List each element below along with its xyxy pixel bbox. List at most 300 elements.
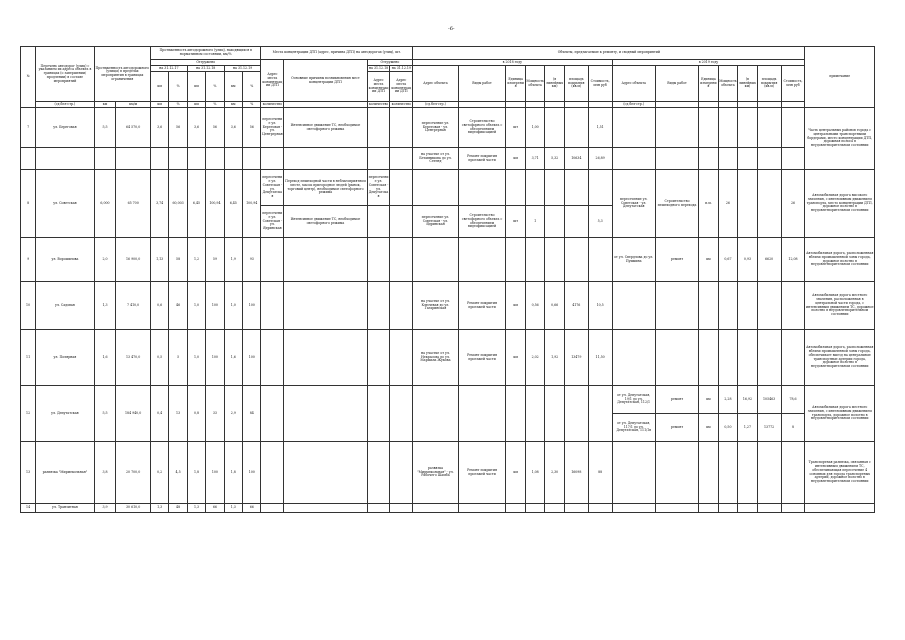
row-conc-c3 xyxy=(390,206,413,238)
row-sq: 10634 xyxy=(564,148,588,170)
row-sq: 16098 xyxy=(564,442,588,504)
row-p1: 5 xyxy=(169,330,187,386)
header-note: примечание xyxy=(805,47,875,108)
row-c2: 0,8 xyxy=(187,386,205,442)
row-p1: 13 xyxy=(169,386,187,442)
row-c1: 0,5 xyxy=(150,330,168,386)
header-unit-row-km1: км xyxy=(150,102,168,108)
page-number: -6- xyxy=(448,26,455,32)
row-y2-cost: 12,08 xyxy=(781,238,805,282)
row-y2-power: 0,50 xyxy=(718,414,738,442)
row-c3: 1,3 xyxy=(224,504,242,513)
row-len-km: 3,9 xyxy=(94,504,116,513)
row-y2-sq: 6620 xyxy=(757,238,781,282)
header-pct-2: % xyxy=(206,72,224,102)
row-street: ул. Транзитная xyxy=(36,504,95,513)
header-incl: Отгружено xyxy=(150,60,261,66)
row-len-m: 64 570,0 xyxy=(116,108,151,148)
row-p3: 56 xyxy=(243,108,261,148)
row-obj-addr: на участке от ул. Бетавникова до ул. Сетенд xyxy=(413,148,459,170)
row-y2-unit xyxy=(699,330,719,386)
row-unit xyxy=(506,238,526,282)
row-c1: 0,4 xyxy=(150,386,168,442)
row-conc-c2 xyxy=(367,386,390,442)
row-sq xyxy=(564,108,588,148)
row-y2-work: ремонт xyxy=(655,238,698,282)
row-y2-cost xyxy=(781,330,805,386)
row-area xyxy=(545,206,565,238)
table-row xyxy=(21,504,875,513)
row-c1: 1,13 xyxy=(150,238,168,282)
row-unit xyxy=(506,386,526,442)
row-y2-unit xyxy=(699,108,719,148)
row-len-m: 65 700 xyxy=(116,170,151,238)
row-work: Ремонт покрытия проезжей части xyxy=(458,282,506,330)
table-row xyxy=(21,330,875,386)
row-y2-sq xyxy=(757,170,781,238)
header-activities: Объекты, предлагаемые к ремонту, и сводный мероприятий xyxy=(413,47,805,60)
row-conc-c2 xyxy=(367,148,390,170)
row-sq xyxy=(564,206,588,238)
row-work xyxy=(458,386,506,442)
row-area: 0,66 xyxy=(545,282,565,330)
table-row xyxy=(21,386,875,414)
row-note: Автомобильная дорога местного значения, расположенная в центральной части города, с интенсивным движением ТС, дорожное полотно в неудовлетворительном состоянии xyxy=(805,282,875,330)
row-cost: 1,51 xyxy=(588,108,612,148)
row-cost: 5,3 xyxy=(588,206,612,238)
row-y2-sq xyxy=(757,148,781,170)
row-conc-cause: Переход пешеходной части в неблагоприятном месте, масок пригородное людей (рынок, торговый центр), необходимое светофорного режима xyxy=(284,170,367,206)
row-conc-c3 xyxy=(390,442,413,504)
header-unit-row-addr: (сд.бел-стр.) xyxy=(413,102,459,108)
row-len-km: 5,5 xyxy=(94,386,116,442)
row-y2-sq xyxy=(757,282,781,330)
row-area xyxy=(545,108,565,148)
header-year1: в 2018 году xyxy=(413,60,612,66)
row-street xyxy=(36,148,95,170)
row-y2-work xyxy=(655,442,698,504)
row-note: Автомобильная дорога местного значения, с интенсивным движением транспорта, дорожное полотно в неудовлетворительном состоянии xyxy=(805,386,875,442)
row-conc-c3 xyxy=(390,170,413,206)
row-y2-unit: км xyxy=(699,414,719,442)
row-cost xyxy=(588,386,612,442)
row-conc-cause: Интенсивное движение ТС, необходимое светофорного режима xyxy=(284,206,367,238)
row-c3: 2,9 xyxy=(224,386,242,442)
row-area: 5,32 xyxy=(545,148,565,170)
header-conc-incl: Отгружено xyxy=(367,60,413,66)
row-len-m xyxy=(116,148,151,170)
row-obj-addr: пересечение ул. Береговая - ул. Центрерная xyxy=(413,108,459,148)
header-km-1: км xyxy=(150,72,168,102)
row-note: Часть центральных районов города с центральными транспортными бордерами, место концентрации ДТП, дорожная полоса в неудовлетворительном состоянии xyxy=(805,108,875,170)
row-y2-sq xyxy=(757,504,781,513)
row-y2-work xyxy=(655,330,698,386)
row-power: 1 xyxy=(525,206,545,238)
row-p1: 46 xyxy=(169,282,187,330)
header-pct-1: % xyxy=(169,72,187,102)
row-y2-area xyxy=(738,442,758,504)
row-c3: 6,45 xyxy=(224,170,242,238)
row-power: 2,02 xyxy=(525,330,545,386)
header-unit-row-street: (сд.бел-стр.) xyxy=(36,102,95,108)
row-y2-sq: 13772 xyxy=(757,414,781,442)
row-area: 2,30 xyxy=(545,442,565,504)
row-y2-work: ремонт xyxy=(655,386,698,414)
row-p2: 66 xyxy=(206,504,224,513)
row-obj-addr: развязка "Мирмекольная" - ул. Рабочего Шамба xyxy=(413,442,459,504)
row-conc-addr: пересечение ул. Береговая - ул. Центрерная xyxy=(261,108,284,148)
row-c3: 1,9 xyxy=(224,238,242,282)
row-unit: шт xyxy=(506,108,526,148)
row-street: ул. Садовая xyxy=(36,282,95,330)
header-date2: на 31.12.18 xyxy=(187,66,224,72)
row-note: Автомобильная дорога высокого значения, с интенсивным движением транспорта, место концентрации ДТП, дорожное полотно в неудовлетворительном состоянии xyxy=(805,170,875,238)
row-y2-addr xyxy=(612,442,655,504)
row-unit: км xyxy=(506,330,526,386)
row-note: Автомобильная дорога, расположенная вблизи промышленной зоны города, обеспечивает выезд на центральные транспортные артерии города, дорожное полотно в неудовлетворительном состоянии xyxy=(805,330,875,386)
row-conc-c3 xyxy=(390,148,413,170)
row-p2 xyxy=(206,148,224,170)
row-y2-sq xyxy=(757,108,781,148)
row-unit: км xyxy=(506,282,526,330)
row-conc-cause xyxy=(284,442,367,504)
header-length: Протяженность автодорожного (улицы) в пределах мероприятия в границах ограничения xyxy=(94,47,150,102)
row-c2: 6,45 xyxy=(187,170,205,238)
row-y2-cost xyxy=(781,108,805,148)
row-number: 13 xyxy=(21,442,36,504)
row-conc-c3 xyxy=(390,386,413,442)
row-p2: 56 xyxy=(206,108,224,148)
header-conc-date2: на 31.12.18 xyxy=(368,65,389,70)
row-c2 xyxy=(187,148,205,170)
row-y2-addr xyxy=(612,148,655,170)
row-y2-addr xyxy=(612,330,655,386)
row-area xyxy=(545,170,565,206)
row-p3: 100 xyxy=(243,442,261,504)
table-row xyxy=(21,282,875,330)
row-c2: 1,3 xyxy=(187,504,205,513)
row-y2-cost xyxy=(781,282,805,330)
row-conc-c3 xyxy=(390,282,413,330)
row-y2-addr: пересечение ул. Советская - ул. Депутатская xyxy=(612,170,655,238)
row-cost xyxy=(588,238,612,282)
row-y2-work xyxy=(655,504,698,513)
header-obj-addr: Адрес объекта xyxy=(413,66,459,102)
row-c2: 1,0 xyxy=(187,282,205,330)
header-power-note-2: (в линейных км) xyxy=(738,66,758,102)
row-y2-addr: от ул. Свердлова до ул. Пушкина xyxy=(612,238,655,282)
row-p1: 4,5 xyxy=(169,442,187,504)
row-p3: 100 xyxy=(243,330,261,386)
row-conc-cause xyxy=(284,238,367,282)
row-y2-area xyxy=(738,282,758,330)
table-row xyxy=(21,442,875,504)
row-y2-unit xyxy=(699,504,719,513)
row-len-m: 13 470,0 xyxy=(116,330,151,386)
row-c2: 3,6 xyxy=(187,108,205,148)
header-unit-row-cnt: количество xyxy=(262,101,283,106)
row-unit: км xyxy=(506,442,526,504)
row-len-km: 6,000 xyxy=(94,170,116,238)
row-p1: 48 xyxy=(169,504,187,513)
row-conc-addr xyxy=(261,504,284,513)
header-conc-causes: Основные причины возникновения мест концентрации ДТП xyxy=(284,60,367,102)
row-y2-power xyxy=(718,330,738,386)
header-unit-row-km2: км xyxy=(187,102,205,108)
header-km-3: км xyxy=(224,72,242,102)
header-pct-3: % xyxy=(243,72,261,102)
header-work-type-2: Виды работ xyxy=(655,66,698,102)
header-number: № xyxy=(21,47,36,108)
row-p3: 84 xyxy=(243,386,261,442)
row-cost: 88 xyxy=(588,442,612,504)
row-y2-work: Строительство пешеходного перехода xyxy=(655,170,698,238)
header-unit-row-cnt3: количество xyxy=(391,101,411,106)
row-y2-power xyxy=(718,504,738,513)
row-conc-addr xyxy=(261,282,284,330)
row-unit: шт xyxy=(506,206,526,238)
row-conc-c2: пересечение ул. Советская - ул. Декутатская xyxy=(367,170,390,206)
row-y2-power xyxy=(718,108,738,148)
row-conc-c2 xyxy=(367,330,390,386)
row-len-km: 3,8 xyxy=(94,442,116,504)
row-c2: 1,0 xyxy=(187,330,205,386)
header-unit-row-p2: % xyxy=(206,102,224,108)
row-power xyxy=(525,238,545,282)
row-conc-cause xyxy=(284,282,367,330)
header-unit-row-p3: % xyxy=(243,102,261,108)
row-len-km: 1,6 xyxy=(94,330,116,386)
row-sq: 13479 xyxy=(564,330,588,386)
row-note: Автомобильная дорога, расположенная вблизи промышленной зоны города, дорожное полотно в неудовлетворительном состоянии xyxy=(805,238,875,282)
row-y2-work xyxy=(655,108,698,148)
row-len-m: 20 700,0 xyxy=(116,442,151,504)
row-y2-cost xyxy=(781,504,805,513)
row-c1 xyxy=(150,148,168,170)
row-y2-work xyxy=(655,282,698,330)
row-y2-power xyxy=(718,148,738,170)
header-obj-addr-2: Адрес объекта xyxy=(612,66,655,102)
row-c3: 1,8 xyxy=(224,442,242,504)
row-y2-cost: 78,6 xyxy=(781,386,805,414)
row-obj-addr: на участке от ул. Некрасова до ул. Маршала Жукова xyxy=(413,330,459,386)
row-obj-addr: на участке от ул. Ключевая до ул. Гагаринская xyxy=(413,282,459,330)
row-work: Ремонт покрытия проезжей части xyxy=(458,442,506,504)
row-y2-power: 26 xyxy=(718,170,738,238)
row-conc-c3 xyxy=(390,238,413,282)
row-len-km: 1,3 xyxy=(94,282,116,330)
row-len-km xyxy=(94,148,116,170)
row-y2-cost: 26 xyxy=(781,170,805,238)
row-y2-addr xyxy=(612,504,655,513)
row-power xyxy=(525,170,545,206)
header-year2: в 2019 году xyxy=(612,60,805,66)
row-p3 xyxy=(243,148,261,170)
row-p2: 100 xyxy=(206,442,224,504)
row-p3: 100 xyxy=(243,282,261,330)
row-conc-addr xyxy=(261,442,284,504)
row-obj-addr xyxy=(413,386,459,442)
row-conc-addr xyxy=(261,330,284,386)
row-p2: 33 xyxy=(206,386,224,442)
row-p2: 100 xyxy=(206,282,224,330)
row-p3: 100,94 xyxy=(243,170,261,238)
header-cost: Стоимость, млн руб xyxy=(588,66,612,102)
row-conc-cause: Интенсивное движение ТС, необходимое светофорного режима xyxy=(284,108,367,148)
row-power: 3,71 xyxy=(525,148,545,170)
row-len-km: 5,5 xyxy=(94,108,116,148)
row-cost: 26,89 xyxy=(588,148,612,170)
row-conc-c3 xyxy=(390,504,413,513)
row-conc-addr xyxy=(261,386,284,442)
row-note xyxy=(805,504,875,513)
row-y2-unit: п.м. xyxy=(699,170,719,238)
header-km-2: км xyxy=(187,72,205,102)
row-area xyxy=(545,238,565,282)
row-y2-area xyxy=(738,108,758,148)
road-works-table xyxy=(20,46,875,513)
row-y2-unit xyxy=(699,282,719,330)
header-unit-row-p1: % xyxy=(169,102,187,108)
row-y2-area: 1,27 xyxy=(738,414,758,442)
row-conc-addr: пересечение ул. Советская - ул. Ядринская xyxy=(261,206,284,238)
row-obj-addr: пересечение ул. Советская - ул. Ядринская xyxy=(413,206,459,238)
row-y2-sq: 105463 xyxy=(757,386,781,414)
row-number: 9 xyxy=(21,238,36,282)
row-c1: 0,2 xyxy=(150,442,168,504)
header-compliance: Протяженность автодорожного (улиц), находящихся в нормативном состоянии, км/% xyxy=(150,47,261,60)
row-y2-unit xyxy=(699,148,719,170)
row-conc-c2 xyxy=(367,206,390,238)
header-work-type: Виды работ xyxy=(458,66,506,102)
row-number: 12 xyxy=(21,386,36,442)
row-c1: 3,74 xyxy=(150,170,168,238)
row-c1: 3,6 xyxy=(150,108,168,148)
row-power: 0,56 xyxy=(525,282,545,330)
row-sq xyxy=(564,504,588,513)
row-work: Строительство светофорного объекта с обеспечением видеофиксацией xyxy=(458,206,506,238)
table-row xyxy=(21,148,875,170)
row-conc-c2 xyxy=(367,108,390,148)
row-c2: 1,8 xyxy=(187,442,205,504)
row-y2-power: 2,28 xyxy=(718,386,738,414)
row-sq xyxy=(564,238,588,282)
row-conc-cause xyxy=(284,386,367,442)
table-row xyxy=(21,108,875,148)
row-p3: 66 xyxy=(243,504,261,513)
row-sq: 4176 xyxy=(564,282,588,330)
header-area: площадь покрытия (кв.м) xyxy=(564,66,588,102)
row-work: Строительство светофорного объекта с обеспечением видеофиксацией xyxy=(458,108,506,148)
row-street: ул. Ворошилова xyxy=(36,238,95,282)
row-y2-cost: 8 xyxy=(781,414,805,442)
row-y2-work: ремонт xyxy=(655,414,698,442)
row-sq xyxy=(564,386,588,442)
header-unit: Единица измерения xyxy=(506,66,526,102)
row-c3 xyxy=(224,148,242,170)
row-c3: 1,6 xyxy=(224,330,242,386)
row-y2-area xyxy=(738,330,758,386)
row-y2-work xyxy=(655,148,698,170)
row-work: Ремонт покрытия проезжей части xyxy=(458,330,506,386)
row-y2-sq xyxy=(757,442,781,504)
row-sq xyxy=(564,170,588,206)
header-conc-addr: Адрес места концентрации ДТП xyxy=(261,60,284,102)
row-y2-area xyxy=(738,148,758,170)
row-area xyxy=(545,386,565,442)
row-power xyxy=(525,386,545,442)
row-len-m: 7 410,0 xyxy=(116,282,151,330)
row-power: 1,08 xyxy=(525,442,545,504)
row-conc-addr xyxy=(261,238,284,282)
row-power: 1,00 xyxy=(525,108,545,148)
row-obj-addr xyxy=(413,504,459,513)
table-row xyxy=(21,238,875,282)
row-y2-unit: км xyxy=(699,238,719,282)
row-unit: км xyxy=(506,148,526,170)
row-y2-power xyxy=(718,442,738,504)
row-p2: 100 xyxy=(206,330,224,386)
row-y2-area xyxy=(738,504,758,513)
header-unit-row-cnt2: количество xyxy=(368,101,389,106)
row-y2-addr: от ул. Депутатская, 117/1 до ул. Депутатская, 111/1в xyxy=(612,414,655,442)
row-conc-c3 xyxy=(390,108,413,148)
row-obj-addr xyxy=(413,170,459,206)
row-conc-c3 xyxy=(390,330,413,386)
row-y2-unit xyxy=(699,442,719,504)
row-c1: 0,6 xyxy=(150,282,168,330)
row-y2-addr xyxy=(612,282,655,330)
row-cost: 10,5 xyxy=(588,282,612,330)
row-work: Ремонт покрытия проезжей части xyxy=(458,148,506,170)
header-unit-row-addr2: (сд.бел-стр.) xyxy=(612,102,655,108)
row-conc-c2 xyxy=(367,282,390,330)
row-y2-cost xyxy=(781,148,805,170)
row-number xyxy=(21,148,36,170)
header-street: Перечень автодорог (улиц) с указанием их адреса объекта в границах (о завершении/продлении) в составе мероприятий xyxy=(36,47,95,102)
row-cost: 11,50 xyxy=(588,330,612,386)
row-area: 1,92 xyxy=(545,330,565,386)
row-conc-cause xyxy=(284,330,367,386)
row-p1: 60,003 xyxy=(169,170,187,238)
row-c2: 1,2 xyxy=(187,238,205,282)
row-street: ул. Береговая xyxy=(36,108,95,148)
row-note: Транспортная развязка, связанная с интенсивным движением ТС, обеспечивающая пересечение 4 основных для города транспортных артерий, дорожное полотно в неудовлетворительном состоянии xyxy=(805,442,875,504)
row-unit xyxy=(506,170,526,206)
row-y2-addr xyxy=(612,108,655,148)
row-p2: 59 xyxy=(206,238,224,282)
row-y2-area xyxy=(738,170,758,238)
header-power-2: Мощность объекта xyxy=(718,66,738,102)
row-conc-c2 xyxy=(367,504,390,513)
row-y2-cost xyxy=(781,442,805,504)
row-area xyxy=(545,504,565,513)
header-area-2: площадь покрытия (кв.м) xyxy=(757,66,781,102)
header-date3: на 31.12.19 xyxy=(224,66,261,72)
header-power-note: (в линейных км) xyxy=(545,66,565,102)
row-len-m: 184 940,0 xyxy=(116,386,151,442)
row-work xyxy=(458,170,506,206)
row-number: 10 xyxy=(21,282,36,330)
header-cost-2: Стоимость, млн руб xyxy=(781,66,805,102)
row-number: 7 xyxy=(21,108,36,148)
header-conc-addr-2: Адрес места концентрации ДТП xyxy=(367,72,390,102)
row-number: 14 xyxy=(21,504,36,513)
row-y2-power: 0,67 xyxy=(718,238,738,282)
row-street: развязка "Мирмекольная" xyxy=(36,442,95,504)
row-cost xyxy=(588,504,612,513)
header-unit-row-kmm: км/м xyxy=(116,102,151,108)
